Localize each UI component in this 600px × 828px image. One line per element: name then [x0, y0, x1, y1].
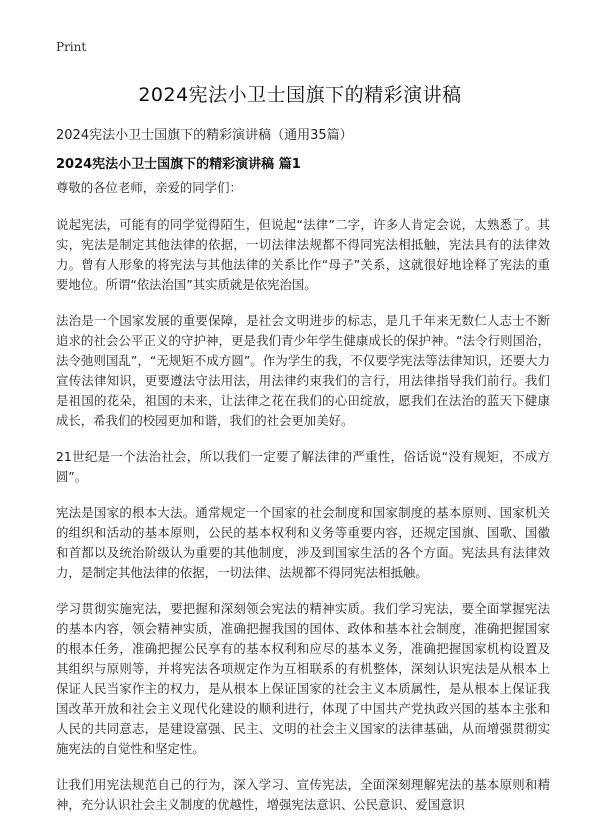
- body-paragraph: 宪法是国家的根本大法。通常规定一个国家的社会制度和国家制度的基本原则、国家机关的组织和活动的基本原则，公民的基本权利和义务等重要内容，还规定国旗、国歌、国徽和首都以及统治阶级认为重要的其他制度，涉及到国家生活的各个方面。宪法具有法律效力，是制定其他法律的依据，一切法律、法规都不得同宪法相抵触。: [56, 505, 550, 580]
- document-subtitle: 2024宪法小卫士国旗下的精彩演讲稿（通用35篇）: [56, 128, 353, 143]
- body-paragraph: 法治是一个国家发展的重要保障，是社会文明进步的标志，是几千年来无数仁人志士不断追求的社会公平正义的守护神，更是我们青少年学生健康成长的保护神。“法令行则国治，法令弛则国乱”，“无规矩不成方圆”。作为学生的我，不仅要学宪法等法律知识，还要大力宣传法律知识，更要遵法守法用法，用法律约束我们的言行，用法律指导我们前行。我们是祖国的花朵，祖国的未来，让法律之花在我们的心田绽放，愿我们在法治的蓝天下健康成长，希我们的校园更加和谐，我们的社会更加美好。: [56, 313, 550, 428]
- page-title: 2024宪法小卫士国旗下的精彩演讲稿: [138, 84, 462, 106]
- body-paragraph: 让我们用宪法规范自己的行为，深入学习、宣传宪法，全面深刻理解宪法的基本原则和精神，充分认识社会主义制度的优越性，增强宪法意识、公民意识、爱国意识: [56, 777, 550, 812]
- print-link[interactable]: Print: [56, 40, 87, 54]
- body-paragraph: 学习贯彻实施宪法，要把握和深刻领会宪法的精神实质。我们学习宪法，要全面掌握宪法的基本内容，领会精神实质，准确把握我国的国体、政体和基本社会制度，准确把握国家的根本任务，准确把握公民享有的基本权利和应尽的基本义务，准确把握国家机构设置及其组织与原则等，并将宪法各项规定作为互相联系的有机整体，深刻认识宪法是从根本上保证人民当家作主的权力，是从根本上保证国家的社会主义本质属性，是从根本上保证我国改革开放和社会主义现代化建设的顺利进行，体现了中国共产党执政兴国的基本主张和人民的共同意志，是建设富强、民主、文明的社会主义国家的法律基础，从而增强贯彻实施宪法的自觉性和坚定性。: [56, 601, 550, 756]
- greeting-paragraph: 尊敬的各位老师，亲爱的同学们：: [56, 180, 242, 195]
- speech-body: [56, 178, 550, 828]
- body-paragraph: 说起宪法，可能有的同学觉得陌生，但说起“法律”二字，许多人肯定会说，太熟悉了。其实，宪法是制定其他法律的依据，一切法律法规都不得同宪法相抵触，宪法具有的法律效力。曾有人形象的将宪法与其他法律的关系比作“母子”关系，这就很好地诠释了宪法的重要地位。所谓“依法治国”其实质就是依宪治国。: [56, 217, 550, 292]
- body-paragraph: 21世纪是一个法治社会，所以我们一定要了解法律的严重性，俗话说“没有规矩，不成方圆”。: [56, 449, 550, 484]
- section-heading: 2024宪法小卫士国旗下的精彩演讲稿 篇1: [56, 157, 301, 172]
